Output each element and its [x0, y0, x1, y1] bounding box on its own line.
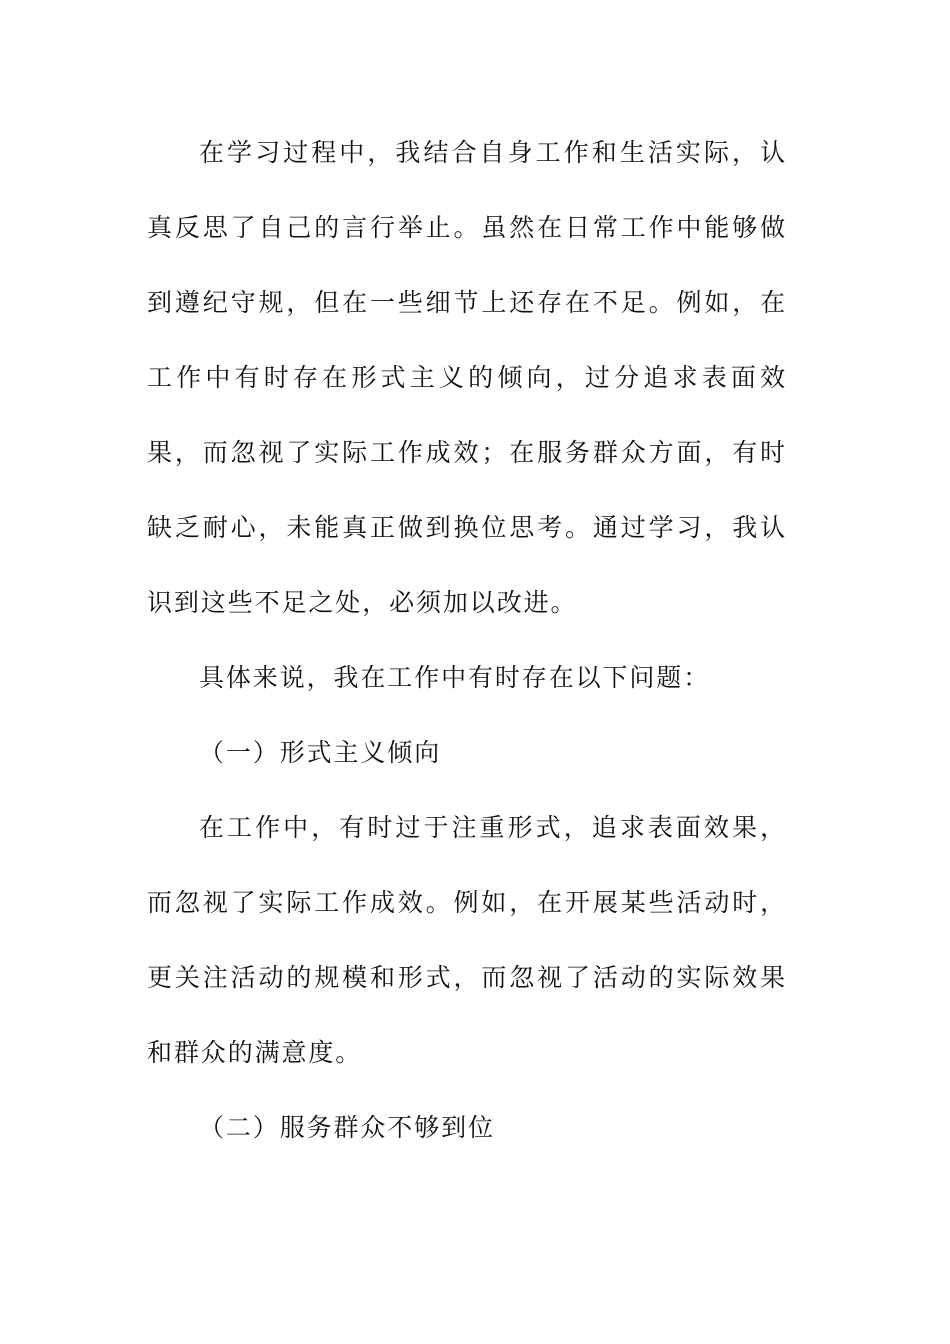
- paragraph-text: 具体来说，我在工作中有时存在以下问题：: [199, 663, 711, 692]
- section-heading-text: （一）形式主义倾向: [199, 738, 442, 767]
- paragraph-text: 在学习过程中，我结合自身工作和生活实际，认真反思了自己的言行举止。虽然在日常工作中能够做到遵纪守规，但在一些细节上还存在不足。例如，在工作中有时存在形式主义的倾向，过分追求表面效果，而忽视了实际工作成效；在服务群众方面，有时缺乏耐心，未能真正做到换位思考。通过学习，我认识到这些不足之处，必须加以改进。: [147, 138, 787, 617]
- paragraph-formalism-detail: [147, 790, 787, 1090]
- section-heading-formalism: [147, 715, 787, 790]
- paragraph-problems-intro: [147, 640, 787, 715]
- paragraph-text: 在工作中，有时过于注重形式，追求表面效果，而忽视了实际工作成效。例如，在开展某些活动时，更关注活动的规模和形式，而忽视了活动的实际效果和群众的满意度。: [147, 813, 787, 1067]
- section-heading-service: [147, 1090, 787, 1165]
- section-heading-text: （二）服务群众不够到位: [199, 1113, 495, 1142]
- paragraph-reflection: [147, 115, 787, 640]
